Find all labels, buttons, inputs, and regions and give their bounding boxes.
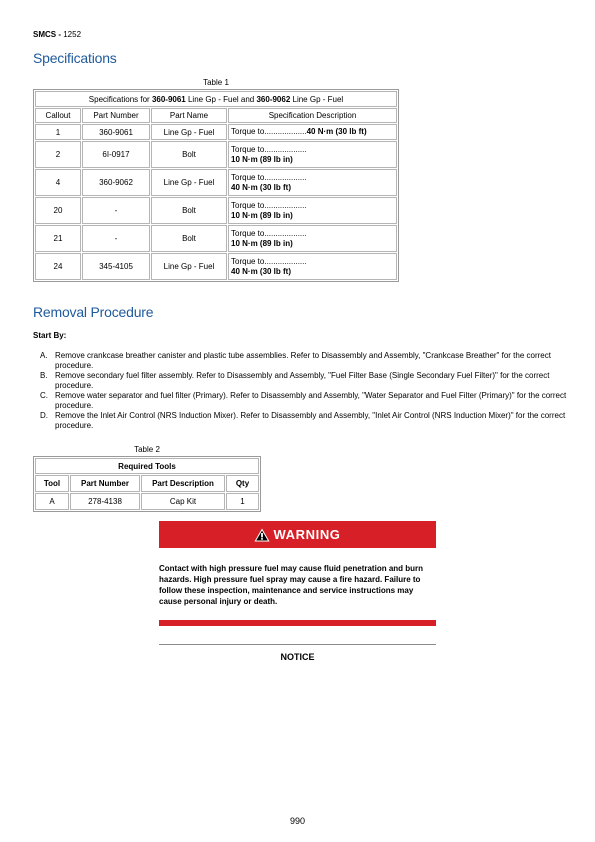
- table2-caption: Table 2: [134, 445, 160, 454]
- spec-description-cell: [228, 197, 397, 224]
- torque-lead: Torque to...................: [231, 200, 307, 210]
- smcs-label: SMCS -: [33, 30, 61, 39]
- warning-label: WARNING: [273, 527, 341, 542]
- torque-value: 40 N·m (30 lb ft): [231, 266, 292, 276]
- part-number-cell: -: [82, 197, 150, 224]
- part-name-cell: Line Gp - Fuel: [151, 169, 227, 196]
- start-by-label: Start By:: [33, 331, 67, 340]
- part-number-cell: 345-4105: [82, 253, 150, 280]
- callout-cell: 24: [35, 253, 81, 280]
- table-row: [35, 493, 259, 510]
- table-row: [35, 225, 397, 252]
- part-number-cell: 360-9062: [82, 169, 150, 196]
- table-title-part2: 360-9062: [256, 94, 291, 104]
- part-name-cell: Bolt: [151, 141, 227, 168]
- removal-procedure-heading: Removal Procedure: [33, 304, 154, 320]
- callout-cell: 4: [35, 169, 81, 196]
- table-row: [35, 197, 397, 224]
- table-row: [35, 169, 397, 196]
- required-tools-header: [35, 475, 259, 492]
- torque-lead: Torque to...................: [231, 228, 307, 238]
- callout-cell: 20: [35, 197, 81, 224]
- part-description-cell: Cap Kit: [141, 493, 225, 510]
- smcs-line: [33, 30, 81, 39]
- spec-description-cell: [228, 253, 397, 280]
- column-header-qty: Qty: [226, 475, 259, 492]
- specifications-heading: Specifications: [33, 50, 117, 66]
- torque-lead: Torque to...................: [231, 256, 307, 266]
- tool-cell: A: [35, 493, 69, 510]
- prerequisite-steps-list: [40, 351, 570, 431]
- torque-lead: Torque to...................: [231, 144, 307, 154]
- page-number: 990: [289, 816, 306, 826]
- list-item: [40, 351, 570, 370]
- torque-value: 40 N·m (30 lb ft): [231, 182, 292, 192]
- torque-lead: Torque to...................: [231, 172, 307, 182]
- notice-divider: [159, 644, 436, 645]
- table-title-part1: 360-9061: [151, 94, 186, 104]
- callout-cell: 21: [35, 225, 81, 252]
- spec-description-cell: [228, 141, 397, 168]
- table-title-mid: Line Gp - Fuel and: [185, 94, 257, 104]
- step-letter: D.: [40, 411, 48, 420]
- column-header-part-number: Part Number: [82, 108, 150, 123]
- warning-banner: [159, 521, 436, 548]
- specifications-table: [33, 89, 399, 282]
- table1-caption: Table 1: [203, 78, 229, 87]
- torque-value: 10 N·m (89 lb in): [231, 210, 293, 220]
- part-number-cell: 278-4138: [70, 493, 140, 510]
- required-tools-table: [33, 456, 261, 512]
- step-text: Remove water separator and fuel filter (Primary). Refer to Disassembly and Assembly, "Water Separator and Fuel Filter (Primary)" for the correct procedure.: [55, 391, 567, 410]
- step-letter: A.: [40, 351, 48, 360]
- part-name-cell: Bolt: [151, 197, 227, 224]
- column-header-part-name: Part Name: [151, 108, 227, 123]
- torque-lead: Torque to...................: [231, 127, 307, 136]
- table-row: [35, 253, 397, 280]
- spec-description-cell: [228, 225, 397, 252]
- column-header-tool: Tool: [35, 475, 69, 492]
- smcs-code: 1252: [63, 30, 82, 39]
- specifications-table-title: [35, 91, 397, 107]
- callout-cell: 2: [35, 141, 81, 168]
- spec-description-cell: [228, 169, 397, 196]
- table-row: [35, 124, 397, 140]
- part-number-cell: 6I-0917: [82, 141, 150, 168]
- table-title-suffix: Line Gp - Fuel: [290, 94, 344, 104]
- table-row: [35, 141, 397, 168]
- step-letter: B.: [40, 371, 48, 380]
- step-text: Remove secondary fuel filter assembly. Refer to Disassembly and Assembly, "Fuel Filter Base (Single Secondary Fuel Filter)" for the correct procedure.: [55, 371, 550, 390]
- notice-label: NOTICE: [280, 652, 315, 662]
- callout-cell: 1: [35, 124, 81, 140]
- specifications-table-header: [35, 108, 397, 123]
- column-header-callout: Callout: [35, 108, 81, 123]
- column-header-part-number: Part Number: [70, 475, 140, 492]
- column-header-spec-description: Specification Description: [228, 108, 397, 123]
- part-number-cell: 360-9061: [82, 124, 150, 140]
- step-text: Remove crankcase breather canister and plastic tube assemblies. Refer to Disassembly and Assembly, "Crankcase Breather" for the correct procedure.: [55, 351, 551, 370]
- warning-bottom-bar: [159, 620, 436, 626]
- list-item: [40, 371, 570, 390]
- torque-value: 10 N·m (89 lb in): [231, 238, 293, 248]
- warning-text: Contact with high pressure fuel may cause fluid penetration and burn hazards. High pressure fuel spray may cause a fire hazard. Failure to follow these inspection, maintenance and service instructions may cause personal injury or death.: [159, 564, 424, 606]
- part-name-cell: Bolt: [151, 225, 227, 252]
- torque-value: 40 N·m (30 lb ft): [306, 127, 367, 136]
- part-number-cell: -: [82, 225, 150, 252]
- list-item: [40, 391, 570, 410]
- warning-triangle-icon: [254, 528, 270, 542]
- part-name-cell: Line Gp - Fuel: [151, 124, 227, 140]
- qty-cell: 1: [226, 493, 259, 510]
- torque-value: 10 N·m (89 lb in): [231, 154, 293, 164]
- list-item: [40, 411, 570, 430]
- part-name-cell: Line Gp - Fuel: [151, 253, 227, 280]
- table-title-prefix: Specifications for: [88, 94, 152, 104]
- spec-description-cell: [228, 124, 397, 140]
- step-text: Remove the Inlet Air Control (NRS Induction Mixer). Refer to Disassembly and Assembly, "Inlet Air Control (NRS Induction Mixer)" for the correct procedure.: [55, 411, 566, 430]
- column-header-part-description: Part Description: [141, 475, 225, 492]
- required-tools-title: Required Tools: [35, 458, 259, 474]
- step-letter: C.: [40, 391, 48, 400]
